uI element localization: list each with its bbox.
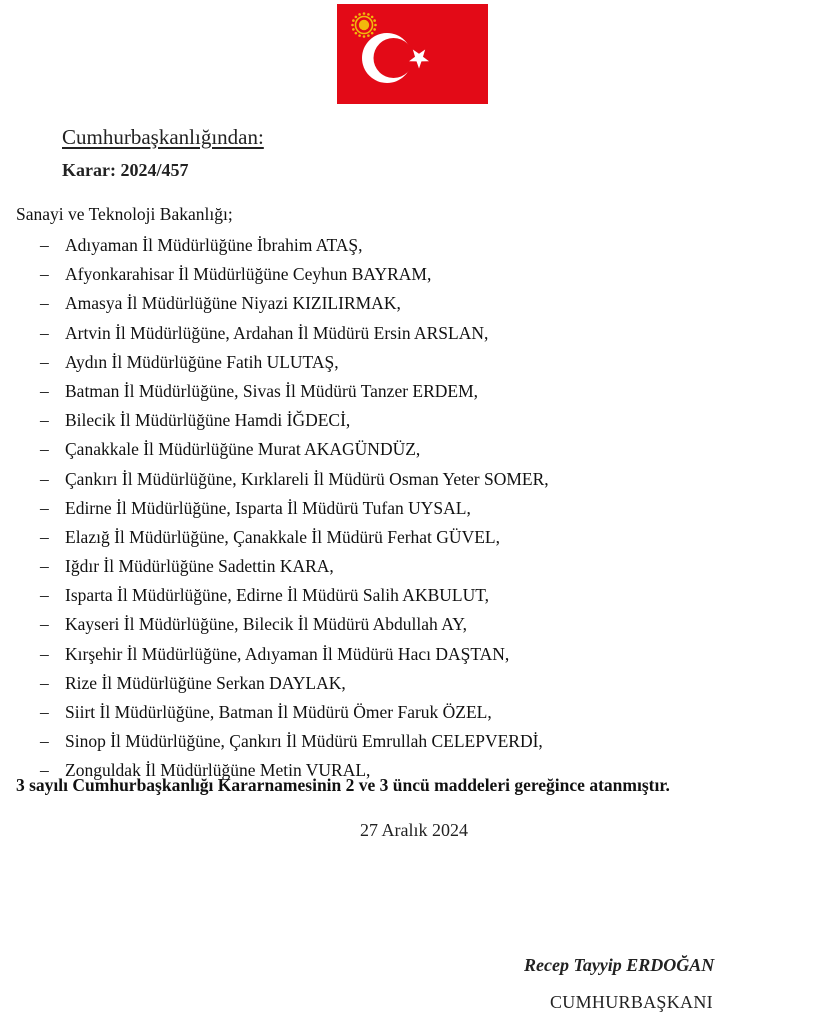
- appointment-text: Bilecik İl Müdürlüğüne Hamdi İĞDECİ,: [65, 410, 351, 431]
- dash-marker: –: [40, 614, 49, 635]
- seal-star-dot: [374, 24, 377, 27]
- appointment-text: Aydın İl Müdürlüğüne Fatih ULUTAŞ,: [65, 351, 339, 372]
- seal-star-dot: [363, 12, 366, 15]
- seal-star-dot: [351, 24, 354, 27]
- appointment-text: Isparta İl Müdürlüğüne, Edirne İl Müdürü Salih AKBULUT,: [65, 585, 489, 606]
- appointment-text: Afyonkarahisar İl Müdürlüğüne Ceyhun BAYRAM,: [65, 264, 432, 285]
- dash-marker: –: [40, 293, 49, 314]
- dash-marker: –: [40, 264, 49, 285]
- seal-star-dot: [358, 34, 361, 37]
- dash-marker: –: [40, 672, 49, 693]
- appointment-text: Siirt İl Müdürlüğüne, Batman İl Müdürü Ömer Faruk ÖZEL,: [65, 702, 492, 722]
- dash-marker: –: [40, 351, 49, 372]
- appointment-text: Adıyaman İl Müdürlüğüne İbrahim ATAŞ,: [65, 235, 363, 255]
- seal-star-dot: [371, 32, 374, 35]
- list-item: [40, 610, 549, 639]
- appointment-text: Çanakkale İl Müdürlüğüne Murat AKAGÜNDÜZ,: [65, 439, 421, 460]
- dash-marker: –: [40, 468, 49, 489]
- dash-marker: –: [40, 410, 49, 431]
- list-item: [40, 377, 549, 406]
- list-item: [40, 435, 549, 464]
- presidential-seal-icon: [351, 12, 377, 38]
- dash-marker: –: [40, 380, 49, 401]
- appointment-text: Elazığ İl Müdürlüğüne, Çanakkale İl Müdürü Ferhat GÜVEL,: [65, 526, 500, 547]
- dash-marker: –: [40, 702, 49, 722]
- decision-number: Karar: 2024/457: [62, 160, 189, 180]
- appointment-text: Sinop İl Müdürlüğüne, Çankırı İl Müdürü Emrullah CELEPVERDİ,: [65, 731, 543, 752]
- dash-marker: –: [40, 760, 49, 781]
- closing-statement: 3 sayılı Cumhurbaşkanlığı Kararnamesinin 2 ve 3 üncü maddeleri gereğince atanmıştır.: [16, 775, 670, 795]
- dash-marker: –: [40, 235, 49, 255]
- seal-star-dot: [363, 35, 366, 38]
- appointment-text: Iğdır İl Müdürlüğüne Sadettin KARA,: [65, 556, 334, 577]
- list-item: [40, 727, 549, 756]
- list-item: [40, 289, 549, 318]
- seal-star-dot: [352, 28, 355, 31]
- signer-title: CUMHURBAŞKANI: [550, 992, 713, 1012]
- dash-marker: –: [40, 322, 49, 343]
- list-item: [40, 494, 549, 523]
- appointment-text: Amasya İl Müdürlüğüne Niyazi KIZILIRMAK,: [65, 293, 401, 314]
- signer-name: Recep Tayyip ERDOĞAN: [524, 955, 715, 975]
- dash-marker: –: [40, 643, 49, 664]
- list-item: [40, 406, 549, 435]
- seal-star-dot: [371, 16, 374, 19]
- appointment-text: Çankırı İl Müdürlüğüne, Kırklareli İl Müdürü Osman Yeter SOMER,: [65, 468, 549, 489]
- appointment-text: Zonguldak İl Müdürlüğüne Metin VURAL,: [65, 760, 371, 781]
- seal-star-dot: [367, 34, 370, 37]
- dash-marker: –: [40, 556, 49, 577]
- decision-date: 27 Aralık 2024: [360, 820, 468, 840]
- list-item: [40, 348, 549, 377]
- dash-marker: –: [40, 731, 49, 752]
- seal-star-dot: [367, 13, 370, 16]
- appointment-text: Batman İl Müdürlüğüne, Sivas İl Müdürü Tanzer ERDEM,: [65, 380, 479, 401]
- appointment-text: Kırşehir İl Müdürlüğüne, Adıyaman İl Müdürü Hacı DAŞTAN,: [65, 643, 510, 664]
- list-item: [40, 260, 549, 289]
- list-item: [40, 231, 549, 260]
- appointment-text: Rize İl Müdürlüğüne Serkan DAYLAK,: [65, 672, 346, 693]
- list-item: [40, 552, 549, 581]
- list-item: [40, 581, 549, 610]
- appointment-text: Edirne İl Müdürlüğüne, Isparta İl Müdürü Tufan UYSAL,: [65, 497, 471, 518]
- dash-marker: –: [40, 585, 49, 606]
- dash-marker: –: [40, 439, 49, 460]
- seal-star-dot: [373, 19, 376, 22]
- ministry-name: Sanayi ve Teknoloji Bakanlığı;: [16, 204, 233, 224]
- list-item: [40, 640, 549, 669]
- document-heading: Cumhurbaşkanlığından:: [62, 125, 264, 149]
- turkish-flag-icon: [337, 4, 488, 104]
- appointment-text: Artvin İl Müdürlüğüne, Ardahan İl Müdürü Ersin ARSLAN,: [65, 322, 489, 343]
- dash-marker: –: [40, 497, 49, 518]
- seal-star-dot: [352, 19, 355, 22]
- seal-star-dot: [355, 32, 358, 35]
- dash-marker: –: [40, 526, 49, 547]
- list-item: [40, 523, 549, 552]
- appointment-text: Kayseri İl Müdürlüğüne, Bilecik İl Müdürü Abdullah AY,: [65, 614, 467, 635]
- list-item: [40, 465, 549, 494]
- list-item: [40, 669, 549, 698]
- seal-star-dot: [358, 13, 361, 16]
- seal-star-dot: [373, 28, 376, 31]
- list-item: [40, 698, 549, 727]
- list-item: [40, 319, 549, 348]
- seal-star-dot: [355, 16, 358, 19]
- appointment-list: [40, 231, 549, 786]
